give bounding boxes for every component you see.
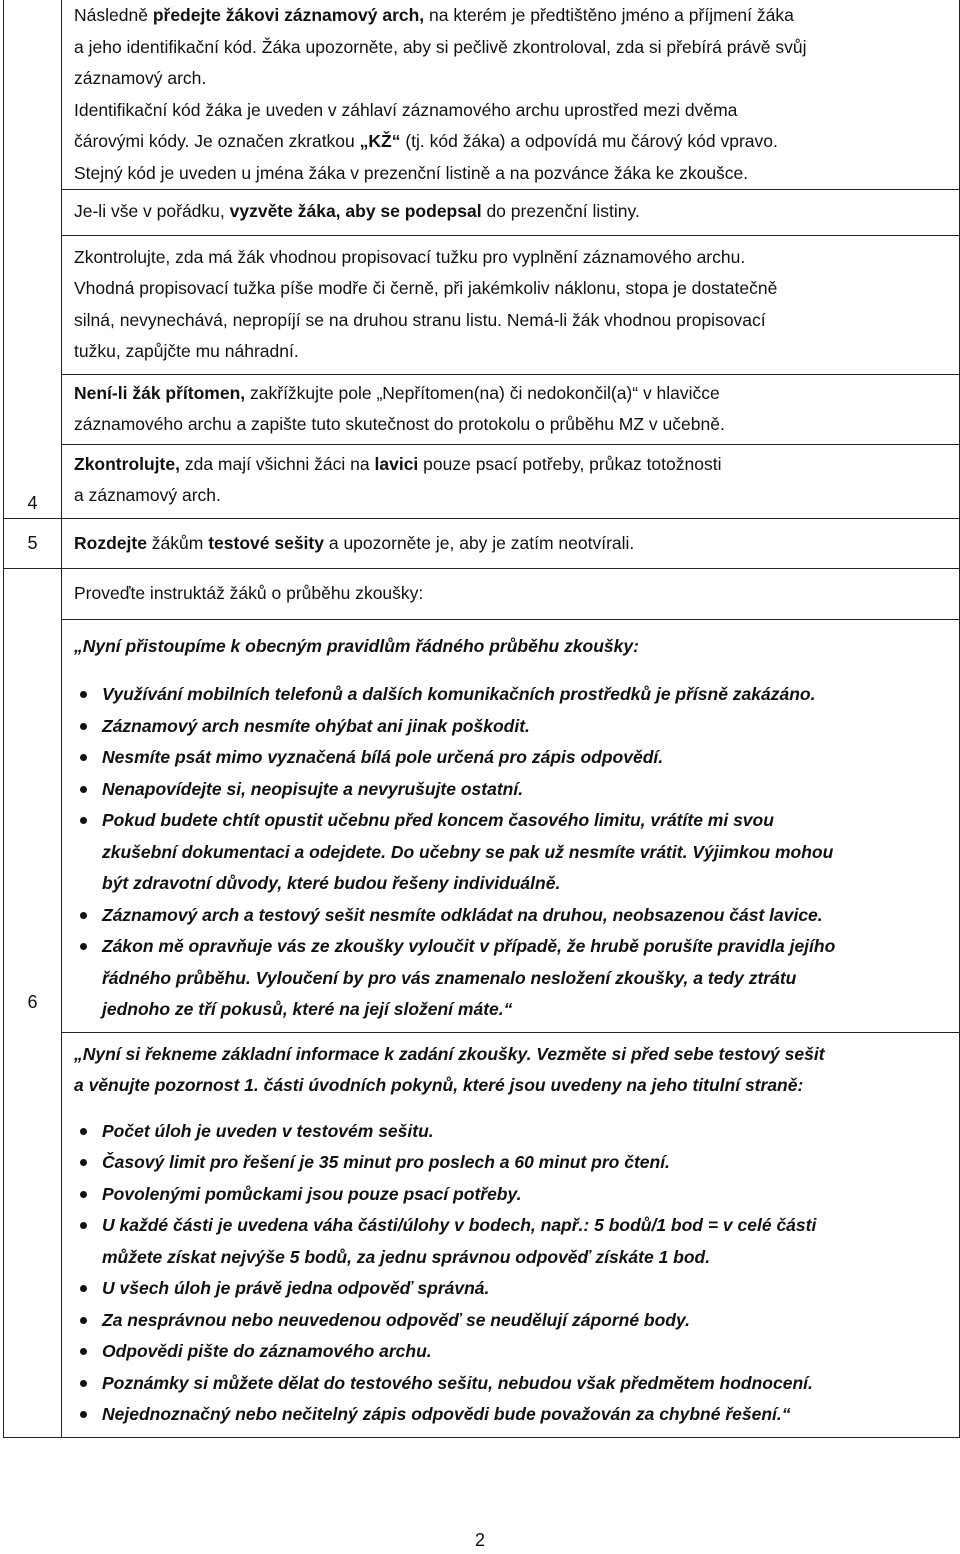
list-item: Časový limit pro řešení je 35 minut pro poslech a 60 minut pro čtení. xyxy=(74,1147,949,1179)
rules-heading: „Nyní přistoupíme k obecným pravidlům řádného průběhu zkoušky: xyxy=(74,635,639,656)
text-line: záznamový arch. xyxy=(74,68,207,88)
row-number xyxy=(4,519,62,569)
text-line: tužku, zapůjčte mu náhradní. xyxy=(74,341,299,361)
list-item: Nesmíte psát mimo vyznačená bílá pole určená pro zápis odpovědí. xyxy=(74,742,949,774)
instruction-intro-cell xyxy=(62,569,959,620)
text-line: Následně předejte žákovi záznamový arch, na kterém je předtištěno jméno a příjmení žáka xyxy=(74,5,794,25)
list-item: Za nesprávnou nebo neuvedenou odpověď se neudělují záporné body. xyxy=(74,1305,949,1337)
row-content xyxy=(62,569,959,1437)
text-line: záznamového archu a zapište tuto skutečnost do protokolu o průběhu MZ v učebně. xyxy=(74,414,725,434)
handout-answer-sheet-cell xyxy=(62,0,959,190)
text-line: a záznamový arch. xyxy=(74,485,221,505)
page-number: 2 xyxy=(474,1530,485,1550)
pen-check-cell xyxy=(62,236,959,375)
list-item: Nejednoznačný nebo nečitelný zápis odpovědi bude považován za chybné řešení.“ xyxy=(74,1399,949,1431)
list-item: Záznamový arch a testový sešit nesmíte odkládat na druhou, neobsazenou část lavice. xyxy=(74,900,949,932)
text-line: Zkontrolujte, zda mají všichni žáci na lavici pouze psací potřeby, průkaz totožnosti xyxy=(74,453,722,474)
text-line: Vhodná propisovací tužka píše modře či černě, při jakémkoliv náklonu, stopa je dostatečně xyxy=(74,278,778,298)
list-item: U každé části je uvedena váha části/úlohy v bodech, např.: 5 bodů/1 bod = v celé části můžete získat nejvýše 5 bodů, za jednu správnou odpověď získáte 1 bod. xyxy=(74,1210,949,1273)
intro-text: Proveďte instruktáž žáků o průběhu zkoušky: xyxy=(74,583,424,603)
text-line: silná, nevynechává, nepropíjí se na druhou stranu listu. Nemá-li žák vhodnou propisovací xyxy=(74,309,766,330)
general-rules-cell xyxy=(62,620,959,1033)
text-line: Stejný kód je uveden u jména žáka v prezenční listině a na pozvánce žáka ke zkoušce. xyxy=(74,162,749,183)
distribute-tests-cell xyxy=(62,519,959,569)
info-heading: „Nyní si řekneme základní informace k zadání zkoušky. Vezměte si před sebe testový sešit a věnujte pozornost 1. části úvodních pokynů, které jsou uvedeny na jeho titulní straně: xyxy=(74,1043,825,1095)
list-item: U všech úloh je právě jedna odpověď správná. xyxy=(74,1273,949,1305)
row-content xyxy=(62,519,959,569)
absence-cell xyxy=(62,375,959,445)
list-item: Povolenými pomůckami jsou pouze psací potřeby. xyxy=(74,1179,949,1211)
test-info-cell xyxy=(62,1033,959,1437)
row-number-label: 6 xyxy=(27,992,38,1013)
rules-list xyxy=(74,679,949,1026)
list-item: Počet úloh je uveden v testovém sešitu. xyxy=(74,1116,949,1148)
row-number-label: 4 xyxy=(27,493,38,514)
row-number xyxy=(4,569,62,1437)
info-list xyxy=(74,1116,949,1431)
text-line: Není-li žák přítomen, zakřížkujte pole „Nepřítomen(na) či nedokončil(a)“ v hlavičce xyxy=(74,382,720,403)
text-line: a jeho identifikační kód. Žáka upozorněte, aby si pečlivě zkontroloval, zda si přebírá právě svůj xyxy=(74,36,807,57)
instructions-table xyxy=(3,0,960,1438)
list-item: Využívání mobilních telefonů a dalších komunikačních prostředků je přísně zakázáno. xyxy=(74,679,949,711)
desk-check-cell xyxy=(62,445,959,518)
list-item: Pokud budete chtít opustit učebnu před koncem časového limitu, vrátíte mi svou zkušební dokumentaci a odejdete. Do učebny se pak už nesmíte vrátit. Výjimkou mohou být zdravotní důvody, které budou řešeny individuálně. xyxy=(74,805,949,900)
table-row-6 xyxy=(4,568,959,1437)
list-item: Poznámky si můžete dělat do testového sešitu, nebudou však předmětem hodnocení. xyxy=(74,1368,949,1400)
list-item: Zákon mě opravňuje vás ze zkoušky vyloučit v případě, že hrubě porušíte pravidla jejího řádného průběhu. Vyloučení by pro vás znamenalo nesložení zkoušky, a tedy ztrátu jednoho ze tří pokusů, které na její složení máte.“ xyxy=(74,931,949,1026)
row-number xyxy=(4,0,62,518)
text-line: Identifikační kód žáka je uveden v záhlaví záznamového archu uprostřed mezi dvěma xyxy=(74,99,738,120)
list-item: Nenapovídejte si, neopisujte a nevyrušujte ostatní. xyxy=(74,774,949,806)
text-line: Je-li vše v pořádku, vyzvěte žáka, aby se podepsal do prezenční listiny. xyxy=(74,201,640,221)
text-line: Rozdejte žákům testové sešity a upozorněte je, aby je zatím neotvírali. xyxy=(74,532,635,553)
list-item: Záznamový arch nesmíte ohýbat ani jinak poškodit. xyxy=(74,711,949,743)
row-number-label: 5 xyxy=(27,532,38,553)
list-item: Odpovědi pište do záznamového archu. xyxy=(74,1336,949,1368)
text-line: čárovými kódy. Je označen zkratkou „KŽ“ (tj. kód žáka) a odpovídá mu čárový kód vpravo. xyxy=(74,131,778,151)
table-row-4 xyxy=(4,0,959,518)
signature-cell xyxy=(62,190,959,236)
table-row-5 xyxy=(4,518,959,569)
text-line: Zkontrolujte, zda má žák vhodnou propisovací tužku pro vyplnění záznamového archu. xyxy=(74,246,746,267)
row-content xyxy=(62,0,959,518)
